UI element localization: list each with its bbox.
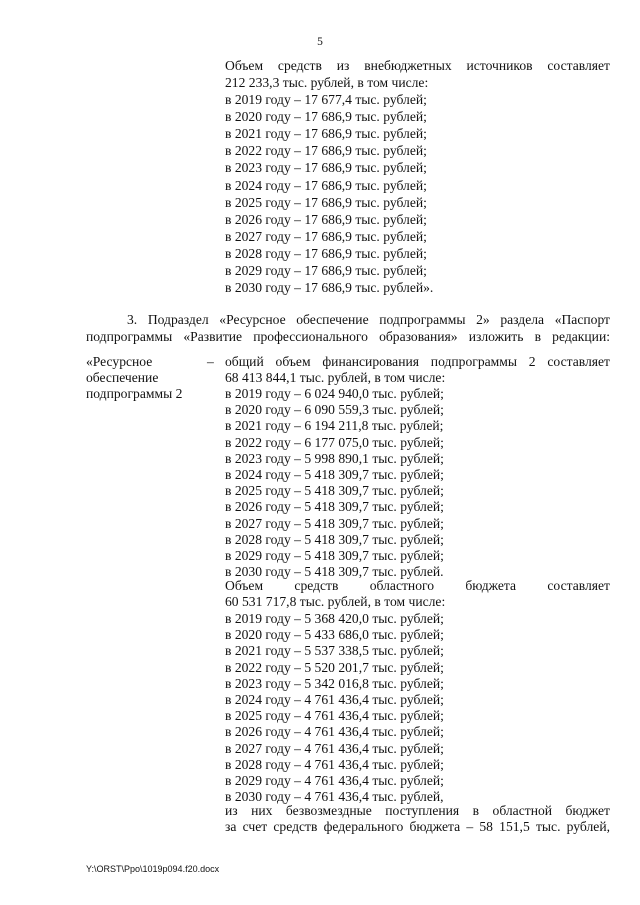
page-number: 5 (317, 36, 323, 48)
year-line: в 2030 году – 5 418 309,7 тыс. рублей. (225, 564, 444, 580)
year-line: в 2022 году – 6 177 075,0 тыс. рублей; (225, 434, 444, 450)
year-line: в 2022 году – 5 520 201,7 тыс. рублей; (225, 659, 444, 675)
year-line: в 2023 году – 17 686,9 тыс. рублей; (225, 160, 427, 176)
offbudget-intro-line1: Объем средств из внебюджетных источников составляет (225, 58, 610, 73)
resource-label-line: подпрограммы 2 (86, 386, 183, 401)
year-line: в 2020 году – 6 090 559,3 тыс. рублей; (225, 402, 444, 418)
year-line: в 2019 году – 5 368 420,0 тыс. рублей; (225, 611, 444, 626)
year-line: в 2024 году – 17 686,9 тыс. рублей; (225, 177, 427, 193)
year-line: в 2020 году – 5 433 686,0 тыс. рублей; (225, 627, 444, 643)
year-line: в 2025 году – 5 418 309,7 тыс. рублей; (225, 483, 444, 499)
year-line: в 2027 году – 5 418 309,7 тыс. рублей; (225, 515, 444, 531)
year-line: в 2019 году – 17 677,4 тыс. рублей; (225, 92, 427, 107)
section3-line1: 3. Подраздел «Ресурсное обеспечение подпрограммы 2» раздела «Паспорт (127, 312, 610, 327)
total-line2: 68 413 844,1 тыс. рублей, в том числе: (225, 370, 446, 385)
year-line: в 2022 году – 17 686,9 тыс. рублей; (225, 143, 427, 159)
year-line: в 2029 году – 17 686,9 тыс. рублей; (225, 263, 427, 278)
year-line: в 2021 году – 5 537 338,5 тыс. рублей; (225, 643, 444, 659)
year-line: в 2023 году – 5 998 890,1 тыс. рублей; (225, 450, 444, 466)
year-line: в 2029 году – 5 418 309,7 тыс. рублей; (225, 548, 444, 563)
federal-line1: из них безвозмездные поступления в областной бюджет (225, 803, 610, 818)
year-line: в 2026 году – 5 418 309,7 тыс. рублей; (225, 499, 444, 515)
regional-line1: Объем средств областного бюджета составляет (225, 578, 610, 593)
year-line: в 2019 году – 6 024 940,0 тыс. рублей; (225, 386, 444, 401)
resource-label-line: обеспечение (86, 370, 159, 385)
year-line: в 2028 году – 4 761 436,4 тыс. рублей; (225, 756, 444, 772)
federal-line2: за счет средств федерального бюджета – 58 151,5 тыс. рублей, (225, 819, 610, 834)
year-line: в 2027 году – 4 761 436,4 тыс. рублей; (225, 740, 444, 756)
year-line: в 2026 году – 4 761 436,4 тыс. рублей; (225, 724, 444, 740)
year-line: в 2025 году – 4 761 436,4 тыс. рублей; (225, 708, 444, 724)
year-line: в 2020 году – 17 686,9 тыс. рублей; (225, 109, 427, 125)
year-line: в 2023 году – 5 342 016,8 тыс. рублей; (225, 675, 444, 691)
year-line: в 2028 году – 5 418 309,7 тыс. рублей; (225, 531, 444, 547)
year-line: в 2024 году – 4 761 436,4 тыс. рублей; (225, 692, 444, 707)
year-line: в 2021 году – 6 194 211,8 тыс. рублей; (225, 418, 444, 434)
resource-label-line: «Ресурсное (86, 354, 153, 369)
section3-line2: подпрограммы «Развитие профессионального образования» изложить в редакции: (86, 329, 610, 344)
label-dash: – (207, 354, 214, 369)
year-line: в 2027 году – 17 686,9 тыс. рублей; (225, 228, 427, 244)
year-line: в 2024 году – 5 418 309,7 тыс. рублей; (225, 467, 444, 482)
footer-file-path: Y:\ORST\Ppo\1019p094.f20.docx (86, 864, 220, 874)
total-line1: общий объем финансирования подпрограммы 2 составляет (225, 354, 610, 369)
year-line: в 2030 году – 4 761 436,4 тыс. рублей, (225, 789, 444, 805)
year-line: в 2030 году – 17 686,9 тыс. рублей». (225, 280, 434, 296)
offbudget-intro-line2: 212 233,3 тыс. рублей, в том числе: (225, 75, 429, 90)
year-line: в 2028 году – 17 686,9 тыс. рублей; (225, 245, 427, 261)
year-line: в 2021 году – 17 686,9 тыс. рублей; (225, 126, 427, 142)
year-line: в 2026 году – 17 686,9 тыс. рублей; (225, 211, 427, 227)
year-line: в 2029 году – 4 761 436,4 тыс. рублей; (225, 773, 444, 788)
year-line: в 2025 году – 17 686,9 тыс. рублей; (225, 194, 427, 210)
regional-line2: 60 531 717,8 тыс. рублей, в том числе: (225, 594, 446, 609)
